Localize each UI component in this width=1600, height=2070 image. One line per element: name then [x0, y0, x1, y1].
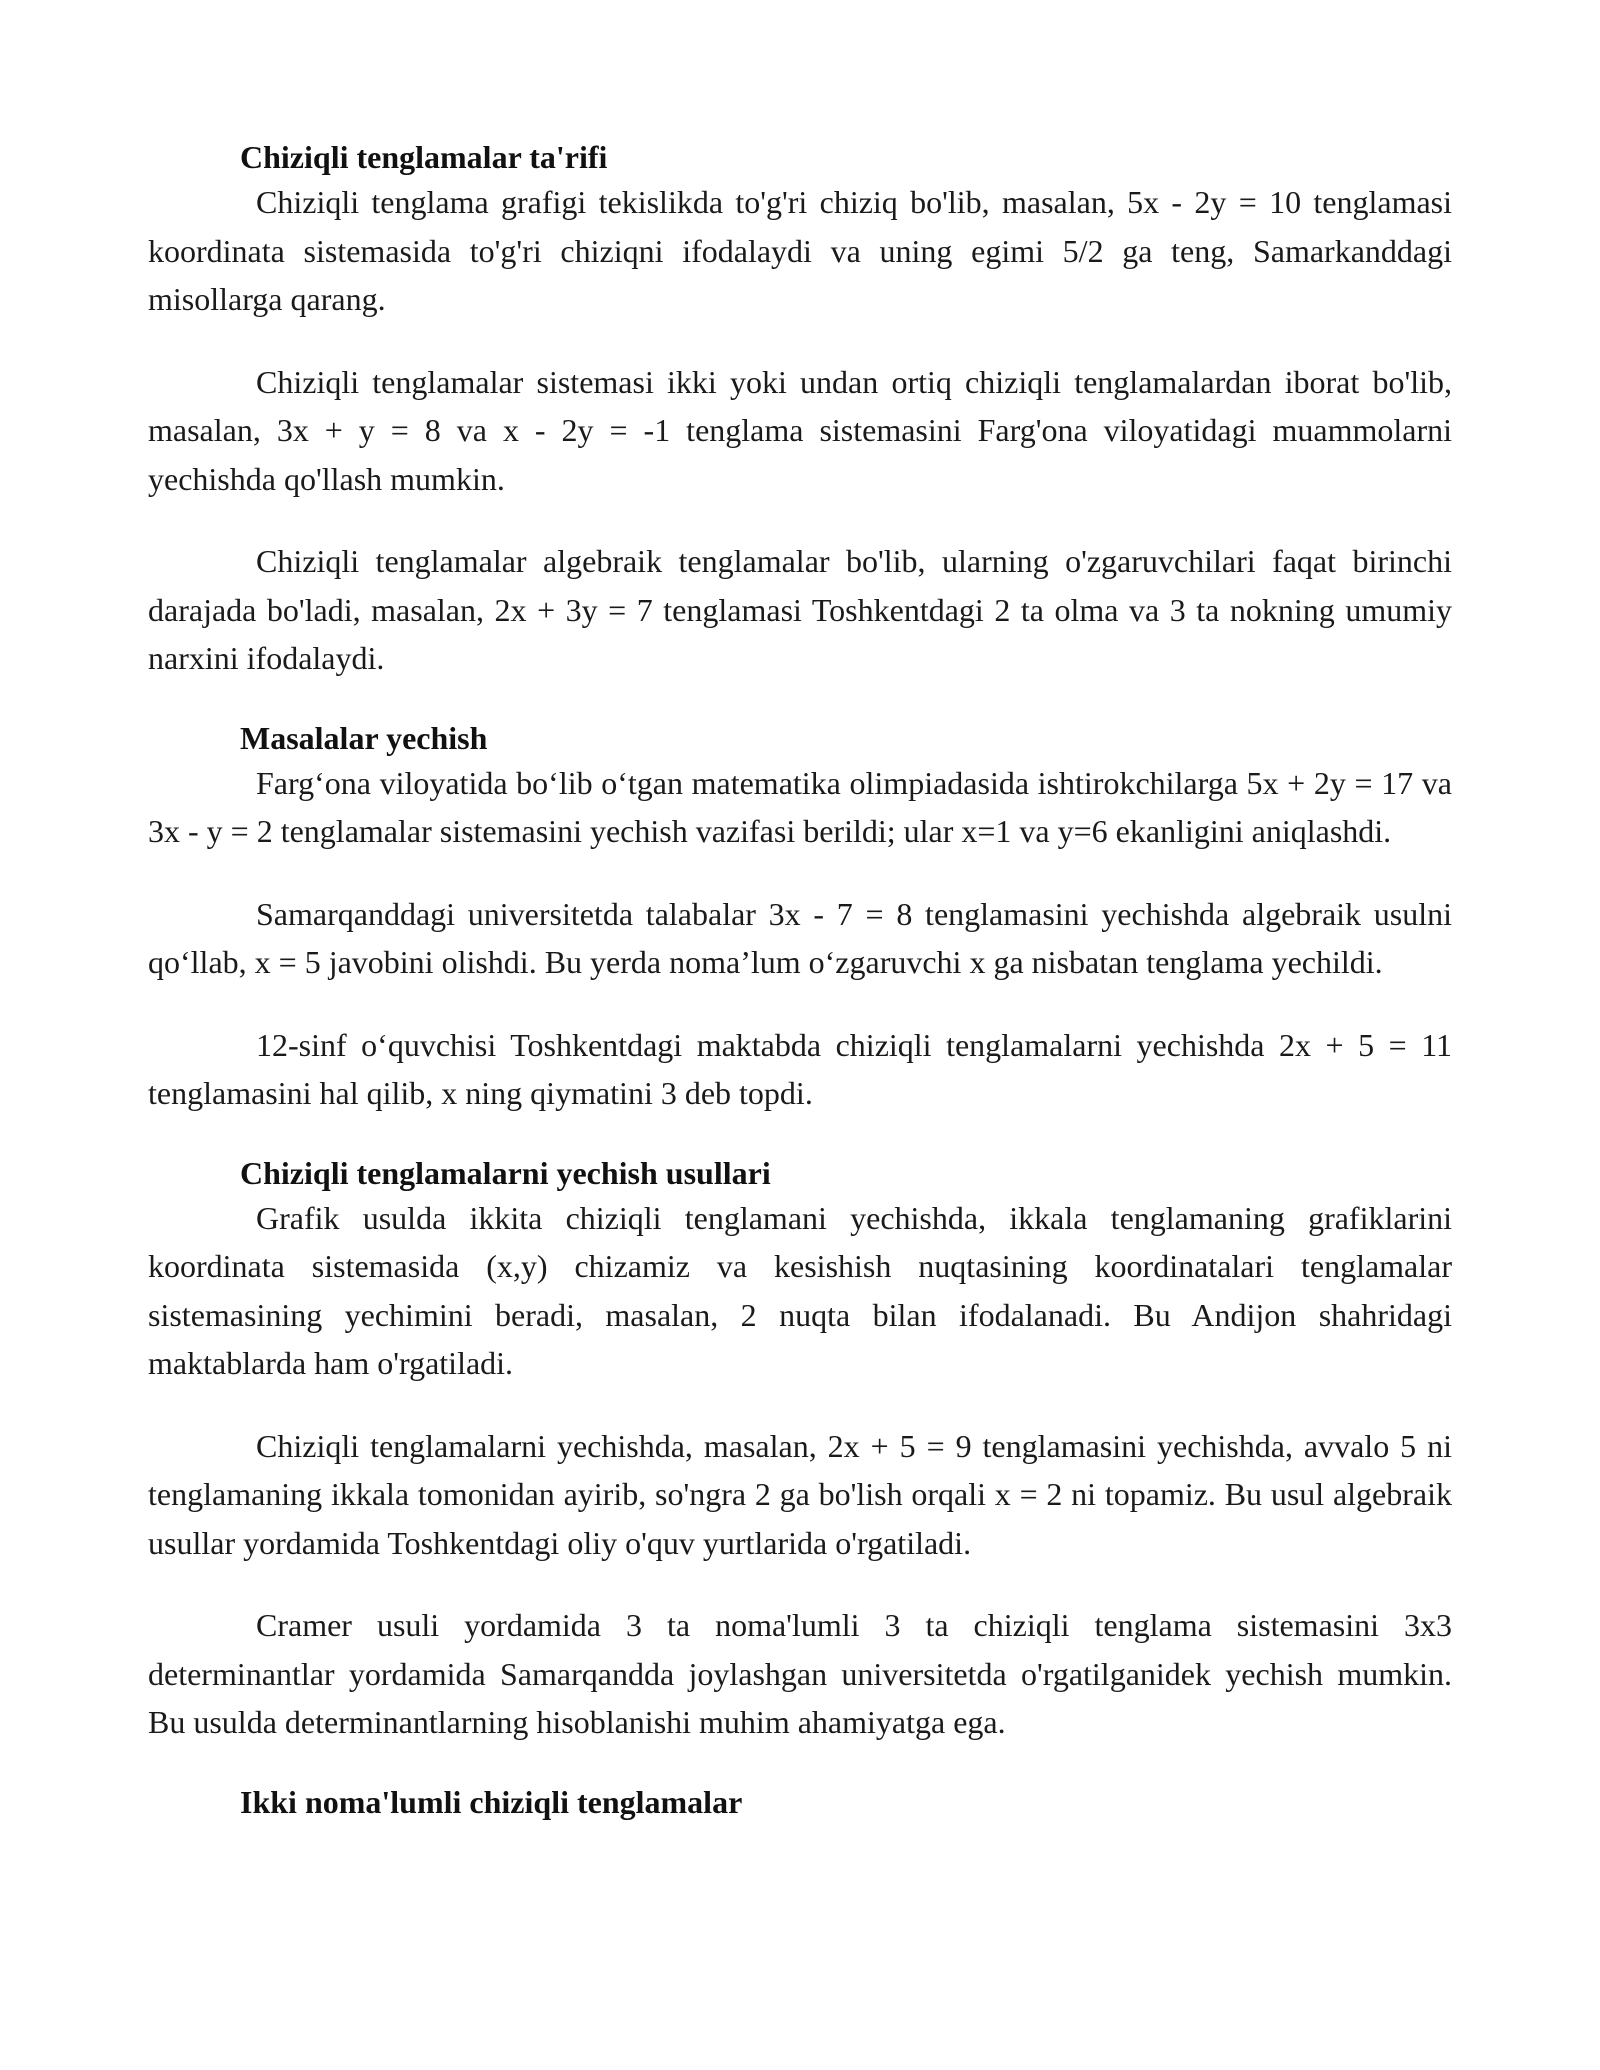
paragraph: Farg‘ona viloyatida bo‘lib o‘tgan matematika olimpiadasida ishtirokchilarga 5x + 2y = 17 va 3x - y = 2 tenglamalar sistemasini yechish vazifasi berildi; ular x=1 va y=6 ekanligini aniqlashdi. [148, 764, 1452, 849]
section-methods [148, 1152, 1452, 1747]
section-heading: Chiziqli tenglamalarni yechish usullari [240, 1154, 771, 1191]
paragraph: Chiziqli tenglamalarni yechishda, masalan, 2x + 5 = 9 tenglamasini yechishda, avvalo 5 ni tenglamaning ikkala tomonidan ayirib, so'ngra 2 ga bo'lish orqali x = 2 ni topamiz. Bu usul algebraik usullar yordamida Toshkentdagi oliy o'quv yurtlarida o'rgatiladi. [148, 1427, 1452, 1561]
paragraph: Grafik usulda ikkita chiziqli tenglamani yechishda, ikkala tenglamaning grafiklarini koordinata sistemasida (x,y) chizamiz va kesishish nuqtasining koordinatalari tenglamalar sistemasining yechimini beradi, masalan, 2 nuqta bilan ifodalanadi. Bu Andijon shahridagi maktablarda ham o'rgatiladi. [148, 1199, 1452, 1381]
section-two-unknowns [148, 1781, 1452, 1823]
paragraph: Chiziqli tenglamalar algebraik tenglamalar bo'lib, ularning o'zgaruvchilari faqat birinchi darajada bo'ladi, masalan, 2x + 3y = 7 tenglamasi Toshkentdagi 2 ta olma va 3 ta nokning umumiy narxini ifodalaydi. [148, 543, 1452, 676]
paragraph: 12-sinf o‘quvchisi Toshkentdagi maktabda chiziqli tenglamalarni yechishda 2x + 5 = 11 tenglamasini hal qilib, x ning qiymatini 3 deb topdi. [148, 1026, 1452, 1111]
document-page [148, 136, 1452, 1857]
paragraph: Chiziqli tenglama grafigi tekislikda to'g'ri chiziq bo'lib, masalan, 5x - 2y = 10 tenglamasi koordinata sistemasida to'g'ri chiziqni ifodalaydi va uning egimi 5/2 ga teng, Samarkanddagi misollarga qarang. [148, 184, 1452, 317]
section-heading: Masalalar yechish [240, 719, 488, 756]
paragraph: Chiziqli tenglamalar sistemasi ikki yoki undan ortiq chiziqli tenglamalardan iborat bo'lib, masalan, 3x + y = 8 va x - 2y = -1 tenglama sistemasini Farg'ona viloyatidagi muammolarni yechishda qo'llash mumkin. [148, 363, 1452, 497]
section-definition [148, 136, 1452, 683]
section-problems [148, 717, 1452, 1118]
section-heading: Ikki noma'lumli chiziqli tenglamalar [240, 1783, 743, 1820]
paragraph: Samarqanddagi universitetda talabalar 3x - 7 = 8 tenglamasini yechishda algebraik usulni qo‘llab, x = 5 javobini olishdi. Bu yerda noma’lum o‘zgaruvchi x ga nisbatan tenglama yechildi. [148, 895, 1452, 980]
section-heading: Chiziqli tenglamalar ta'rifi [240, 139, 608, 175]
paragraph: Cramer usuli yordamida 3 ta noma'lumli 3 ta chiziqli tenglama sistemasini 3x3 determinantlar yordamida Samarqandda joylashgan universitetda o'rgatilganidek yechish mumkin. Bu usulda determinantlarning hisoblanishi muhim ahamiyatga ega. [148, 1607, 1452, 1740]
